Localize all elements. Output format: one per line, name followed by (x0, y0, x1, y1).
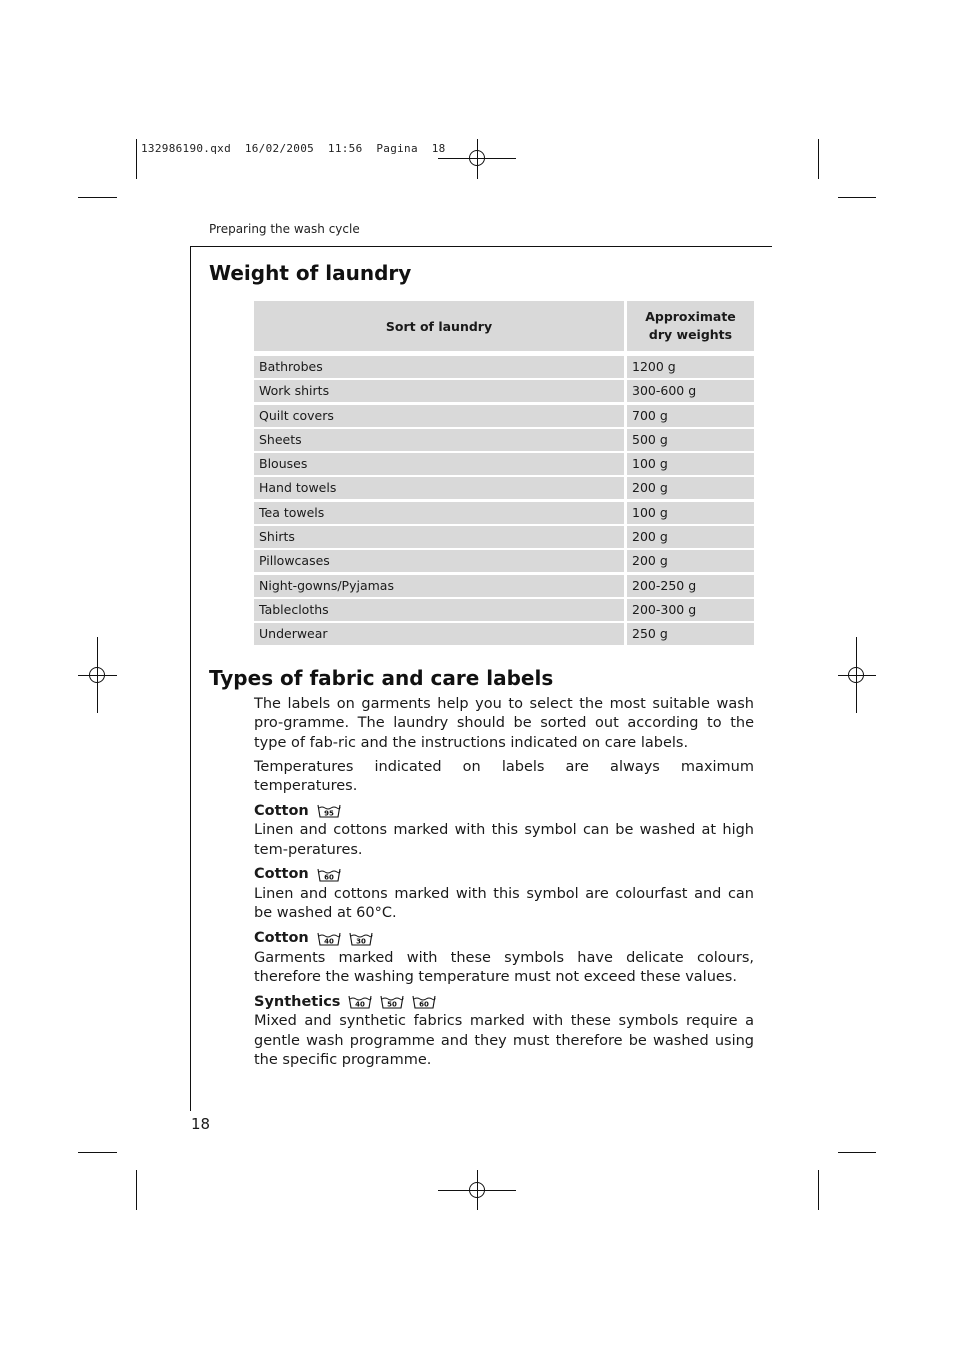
wash-temperature-label: 40 (323, 937, 334, 946)
cell-sort: Quilt covers (254, 405, 624, 427)
wash-tub-icon (317, 868, 341, 882)
care-label-text: Mixed and synthetic fabrics marked with these symbols require a gentle wash programme and they must therefore be washed using the specific programme. (254, 1013, 754, 1068)
cell-weight: 200-250 g (627, 575, 754, 597)
cell-sort: Sheets (254, 429, 624, 451)
section-title-weight: Weight of laundry (209, 261, 412, 285)
cell-weight: 200 g (627, 526, 754, 548)
page-number: 18 (191, 1115, 211, 1133)
cell-weight: 100 g (627, 502, 754, 524)
cell-sort: Pillowcases (254, 550, 624, 572)
table-row (254, 356, 754, 378)
crop-mark (136, 1170, 137, 1210)
care-label-text: Linen and cottons marked with this symbol are colourfast and can be washed at 60°C. (254, 886, 754, 922)
table-row (254, 453, 754, 475)
cell-weight: 700 g (627, 405, 754, 427)
wash-temperature-label: 95 (323, 809, 334, 818)
wash-tub-icon (317, 804, 341, 818)
table-row (254, 380, 754, 402)
care-labels-body (254, 695, 754, 1070)
table-row (254, 599, 754, 621)
header-rule (190, 246, 772, 247)
crop-mark (818, 139, 819, 179)
care-label-text: Garments marked with these symbols have delicate colours, therefore the washing temperature must not exceed these values. (254, 949, 754, 985)
cell-weight: 200-300 g (627, 599, 754, 621)
table-row (254, 429, 754, 451)
cell-sort: Tea towels (254, 502, 624, 524)
wash-temperature-label: 60 (419, 1000, 430, 1009)
cell-weight: 1200 g (627, 356, 754, 378)
crop-mark (838, 197, 876, 198)
cell-weight: 100 g (627, 453, 754, 475)
crop-mark (838, 1152, 876, 1153)
column-header-sort: Sort of laundry (254, 301, 624, 351)
temperatures-note: Temperatures indicated on labels are always maximum temperatures. (254, 758, 754, 795)
care-label-heading: Cotton 40 30 (254, 929, 754, 949)
care-label-text: Linen and cottons marked with this symbol can be washed at high tem-peratures. (254, 822, 754, 858)
wash-tub-icon (412, 995, 436, 1009)
cell-sort: Night-gowns/Pyjamas (254, 575, 624, 597)
cell-weight: 500 g (627, 429, 754, 451)
table-row (254, 550, 754, 572)
cell-weight: 200 g (627, 550, 754, 572)
cell-sort: Hand towels (254, 477, 624, 499)
care-label-heading: Synthetics 40 50 60 (254, 992, 754, 1012)
cell-sort: Tablecloths (254, 599, 624, 621)
crop-mark (818, 1170, 819, 1210)
cell-sort: Work shirts (254, 380, 624, 402)
print-slug: 132986190.qxd 16/02/2005 11:56 Pagina 18 (141, 142, 446, 155)
margin-rule (190, 246, 191, 1111)
laundry-weight-table (254, 301, 754, 648)
wash-temperature-label: 40 (355, 1000, 366, 1009)
wash-tub-icon (349, 932, 373, 946)
intro-paragraph: The labels on garments help you to select the most suitable wash pro-gramme. The laundry should be sorted out according to the type of fab-ric and the instructions indicated on care labels. (254, 696, 754, 751)
table-row (254, 502, 754, 524)
table-row (254, 623, 754, 645)
table-header (254, 301, 754, 351)
crop-mark (136, 139, 137, 179)
table-row (254, 477, 754, 499)
crop-mark (78, 197, 117, 198)
care-label-heading: Cotton 60 (254, 865, 754, 885)
cell-weight: 200 g (627, 477, 754, 499)
wash-tub-icon (348, 995, 372, 1009)
cell-sort: Shirts (254, 526, 624, 548)
cell-sort: Bathrobes (254, 356, 624, 378)
cell-weight: 250 g (627, 623, 754, 645)
wash-temperature-label: 50 (387, 1000, 398, 1009)
wash-temperature-label: 60 (323, 873, 334, 882)
section-title-types: Types of fabric and care labels (209, 666, 554, 690)
cell-sort: Blouses (254, 453, 624, 475)
running-head: Preparing the wash cycle (209, 222, 360, 236)
wash-tub-icon (380, 995, 404, 1009)
care-label-heading: Cotton 95 (254, 801, 754, 821)
wash-temperature-label: 30 (355, 937, 366, 946)
table-row (254, 575, 754, 597)
cell-weight: 300-600 g (627, 380, 754, 402)
cell-sort: Underwear (254, 623, 624, 645)
crop-mark (78, 1152, 117, 1153)
column-header-weight: Approximate dry weights (627, 301, 754, 351)
wash-tub-icon (317, 932, 341, 946)
table-row (254, 405, 754, 427)
table-row (254, 526, 754, 548)
